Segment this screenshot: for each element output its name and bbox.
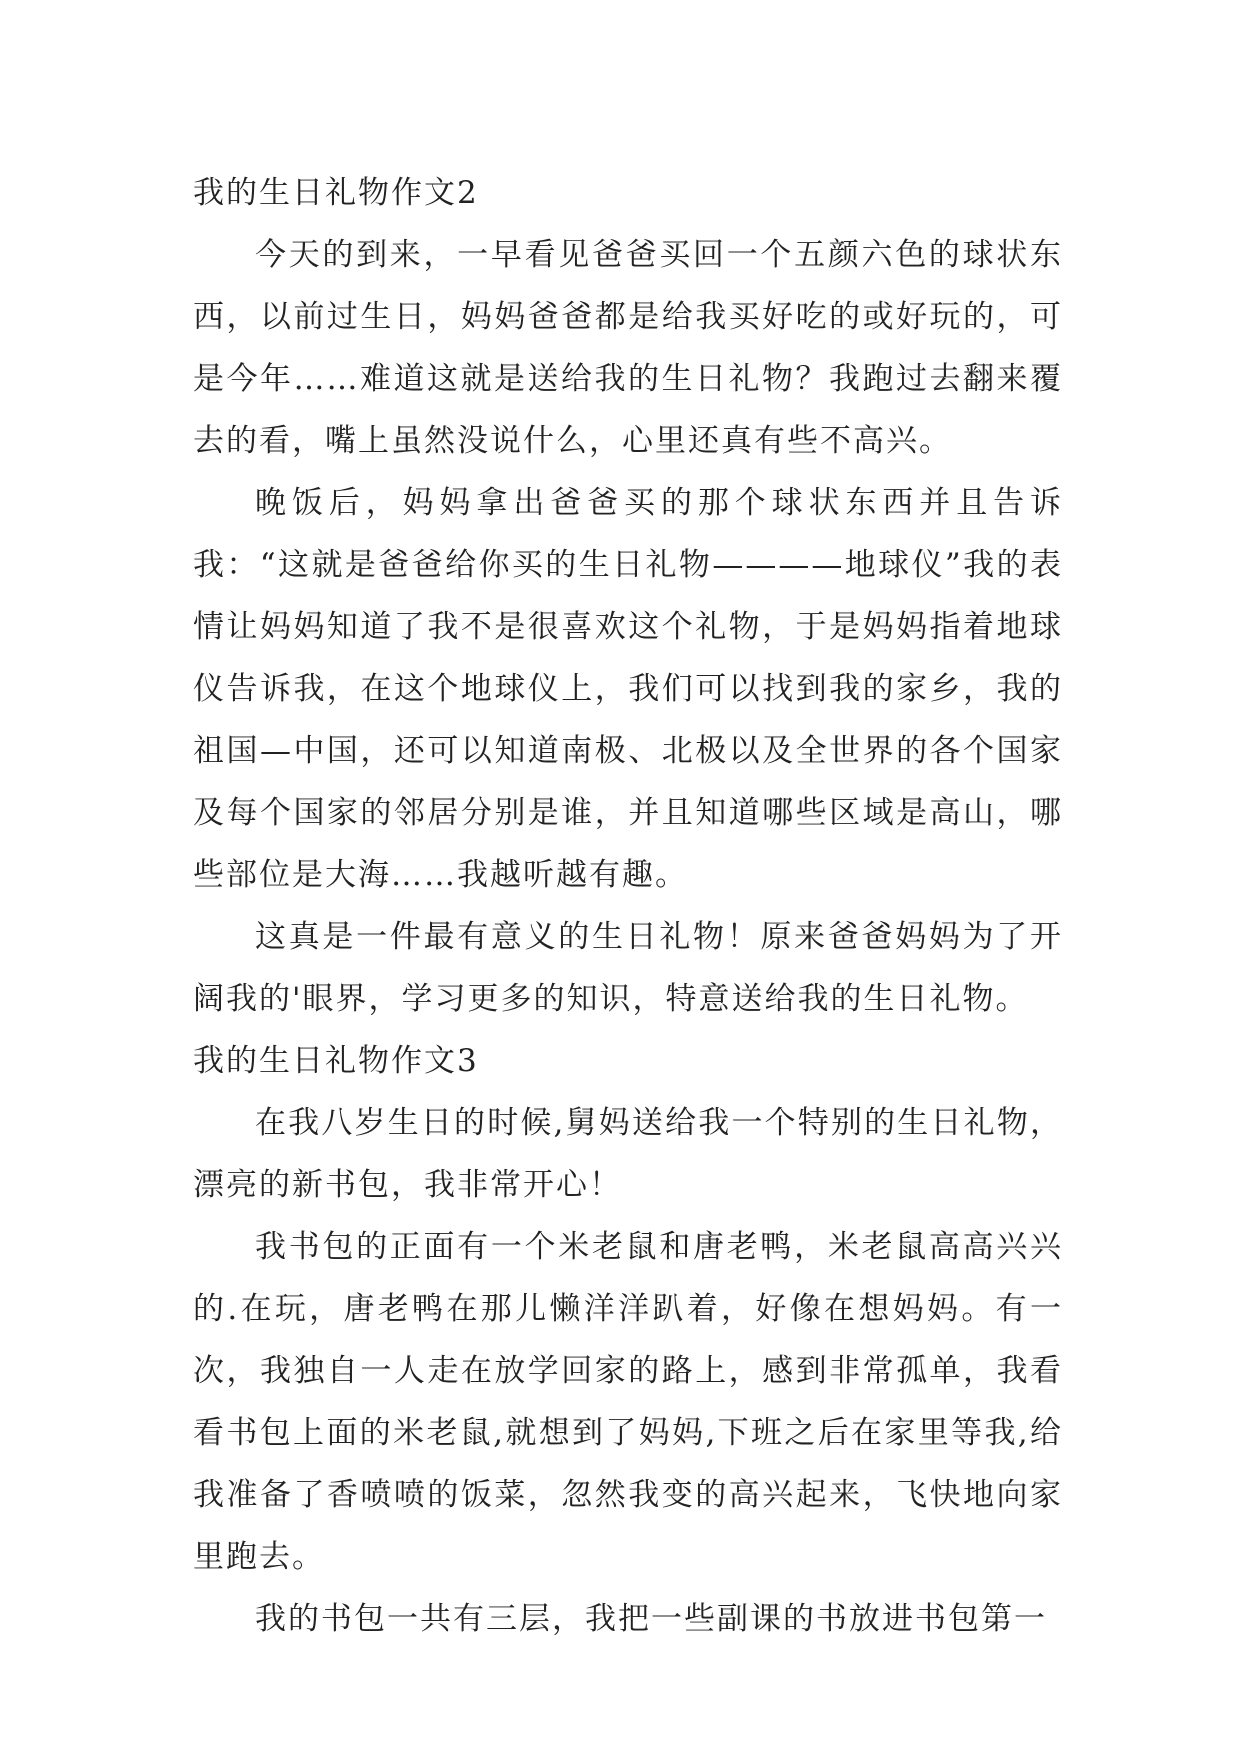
paragraph: 今天的到来，一早看见爸爸买回一个五颜六色的球状东西，以前过生日，妈妈爸爸都是给我买好吃的或好玩的，可是今年……难道这就是送给我的生日礼物？我跑过去翻来覆去的看，嘴上虽然没说什么，心里还真有些不高兴。: [193, 237, 1063, 459]
essay-section-2: [193, 162, 1063, 1030]
paragraph: 在我八岁生日的时候,舅妈送给我一个特别的生日礼物，漂亮的新书包，我非常开心！: [193, 1105, 1063, 1203]
section-heading: 我的生日礼物作文2: [193, 175, 479, 211]
paragraph: 我的书包一共有三层，我把一些副课的书放进书包第一: [255, 1601, 1047, 1637]
paragraph: 我书包的正面有一个米老鼠和唐老鸭，米老鼠高高兴兴的.在玩，唐老鸭在那儿懒洋洋趴着，好像在想妈妈。有一次，我独自一人走在放学回家的路上，感到非常孤单，我看看书包上面的米老鼠,就想到了妈妈,下班之后在家里等我,给我准备了香喷喷的饭菜，忽然我变的高兴起来，飞快地向家里跑去。: [193, 1229, 1063, 1575]
paragraph: 晚饭后，妈妈拿出爸爸买的那个球状东西并且告诉我：“这就是爸爸给你买的生日礼物————地球仪”我的表情让妈妈知道了我不是很喜欢这个礼物，于是妈妈指着地球仪告诉我，在这个地球仪上，我们可以找到我的家乡，我的祖国—中国，还可以知道南极、北极以及全世界的各个国家及每个国家的邻居分别是谁，并且知道哪些区域是高山，哪些部位是大海……我越听越有趣。: [193, 485, 1063, 893]
document-body: [193, 162, 1063, 1650]
essay-section-3: [193, 1030, 1063, 1650]
paragraph: 这真是一件最有意义的生日礼物！原来爸爸妈妈为了开阔我的'眼界，学习更多的知识，特意送给我的生日礼物。: [193, 919, 1063, 1017]
section-heading: 我的生日礼物作文3: [193, 1043, 479, 1079]
